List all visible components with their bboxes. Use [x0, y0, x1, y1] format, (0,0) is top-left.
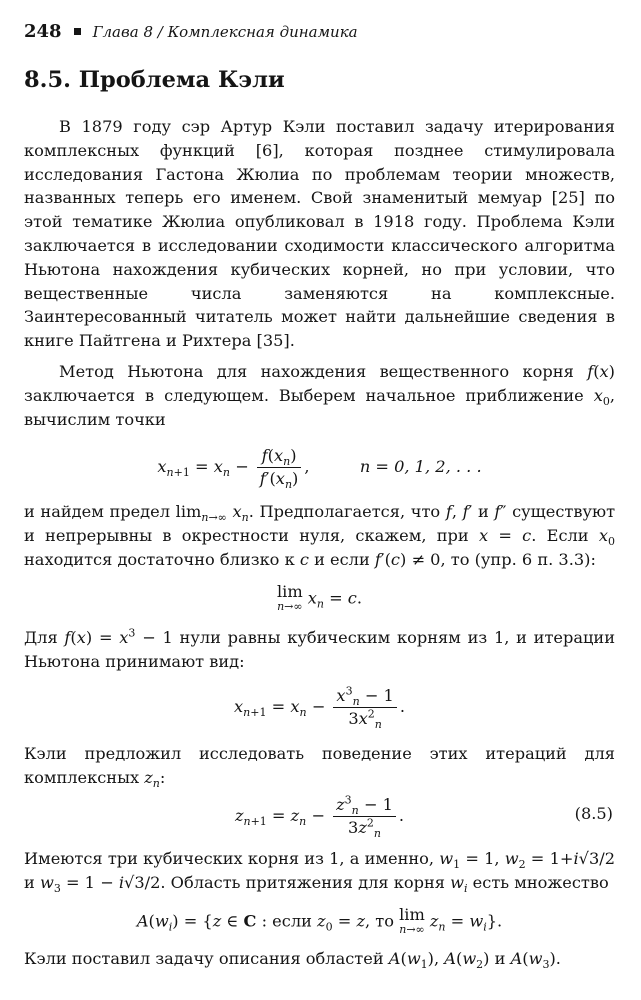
paragraph-cubic: Для $f(x) = x^3 - 1$ нули равны кубическим корням из 1, и итерации Ньютона принимают вид:: [24, 626, 616, 671]
equation-limit: lim n→∞ $x_n = c$.: [276, 581, 363, 613]
equation-newton-cubic: $x_{n+1} = x_n$ − $\frac{x^3_n - 1}{3x^2_n}$ .: [234, 684, 405, 732]
paragraph-complex: Кэли предложил исследовать поведение этих итераций для комплексных $z_n$:: [24, 744, 615, 791]
paragraph-intro: В 1879 году сэр Артур Кэли поставил задачу итерирования комплексных функций [6], которая позднее стимулировала исследования Гастона Жюлиа по проблемам теории множеств, названных теперь его именем. Свой знаменитый мемуар [25] по этой тематике Жюлиа опубликовал в 1918 году. Проблема Кэли заключается в исследовании сходимости классического алгоритма Ньютона нахождения кубических корней, но при условии, что вещественные числа заменяются на комплексные. Заинтересованный читатель может найти дальнейшие сведения в книге Пайтгена и Рихтера [35].: [24, 117, 615, 351]
bullet-icon: [74, 28, 81, 35]
section-title: 8.5. Проблема Кэли: [24, 67, 285, 93]
equation-number: (8.5): [574, 804, 613, 824]
equation-newton-real: $x_{n+1} = x_n$ − $\frac{f(x_n)}{f'(x_n)}$ , n = 0, 1, 2, . . .: [157, 446, 482, 492]
equation-basin: $A(w_i) = \{z$ ∈ C : если $z_0 = z$, то lim n→∞ $z_n = w_i$}.: [136, 904, 503, 936]
page-number: 248: [24, 21, 62, 42]
paragraph-limit: и найдем предел $\lim_{n\to\infty} x_n$. Предполагается, что f, f′ и f″ существуют и непрерывны в окрестности нуля, скажем, при x = c. Если $x_0$ находится достаточно близко к c и если f′(c) ≠ 0, то (упр. 6 п. 3.3):: [24, 502, 616, 569]
paragraph-roots: Имеются три кубических корня из 1, а именно, $w_1 = 1$, $w_2 = 1+i√3/2$ и $w_3 = 1 - i√3/2$. Область притяжения для корня $w_i$ есть множество: [24, 848, 615, 895]
running-header: [24, 20, 615, 44]
paragraph-newton: Метод Ньютона для нахождения вещественного корня f(x) заключается в следующем. Выберем начальное приближение $x_0$, вычислим точки: [24, 361, 615, 429]
equation-8-5: $z_{n+1} = z_n$ − $\frac{z^3_n - 1}{3z^2_n}$ . (8.5): [234, 793, 613, 841]
paragraph-cayley-problem: Кэли поставил задачу описания областей $A(w_1)$, $A(w_2)$ и $A(w_3)$.: [24, 948, 561, 971]
running-head: Глава 8 / Комплексная динамика: [92, 23, 358, 41]
